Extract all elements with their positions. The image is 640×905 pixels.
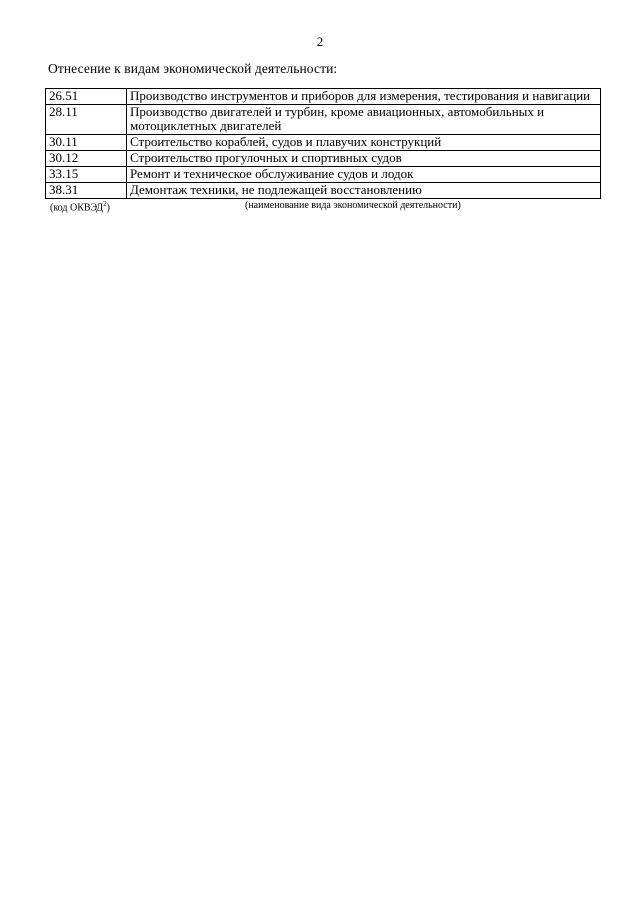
activity-name: Ремонт и техническое обслуживание судов и лодок bbox=[127, 167, 601, 183]
okved-table bbox=[45, 88, 601, 199]
table-row bbox=[46, 89, 601, 105]
okved-code: 30.11 bbox=[46, 135, 127, 151]
footnote-marker: 2 bbox=[103, 200, 107, 208]
okved-code: 33.15 bbox=[46, 167, 127, 183]
okved-code: 30.12 bbox=[46, 151, 127, 167]
table-row bbox=[46, 167, 601, 183]
table-row bbox=[46, 151, 601, 167]
activity-name: Производство инструментов и приборов для измерения, тестирования и навигации bbox=[127, 89, 601, 105]
name-column-caption: (наименование вида экономической деятельности) bbox=[245, 200, 461, 211]
table-row bbox=[46, 135, 601, 151]
okved-code: 28.11 bbox=[46, 105, 127, 135]
code-caption-text: (код ОКВЭД bbox=[50, 202, 104, 214]
code-column-caption bbox=[50, 200, 110, 213]
activity-name: Производство двигателей и турбин, кроме авиационных, автомобильных и мотоциклетных двигателей bbox=[127, 105, 601, 135]
page-number: 2 bbox=[316, 34, 324, 49]
okved-code: 38.31 bbox=[46, 183, 127, 199]
okved-code: 26.51 bbox=[46, 89, 127, 105]
activity-name: Строительство прогулочных и спортивных судов bbox=[127, 151, 601, 167]
table-row bbox=[46, 183, 601, 199]
section-heading: Отнесение к видам экономической деятельности: bbox=[48, 61, 338, 76]
activity-name: Строительство кораблей, судов и плавучих конструкций bbox=[127, 135, 601, 151]
activity-name: Демонтаж техники, не подлежащей восстановлению bbox=[127, 183, 601, 199]
table-row bbox=[46, 105, 601, 135]
code-caption-close: ) bbox=[106, 202, 110, 214]
